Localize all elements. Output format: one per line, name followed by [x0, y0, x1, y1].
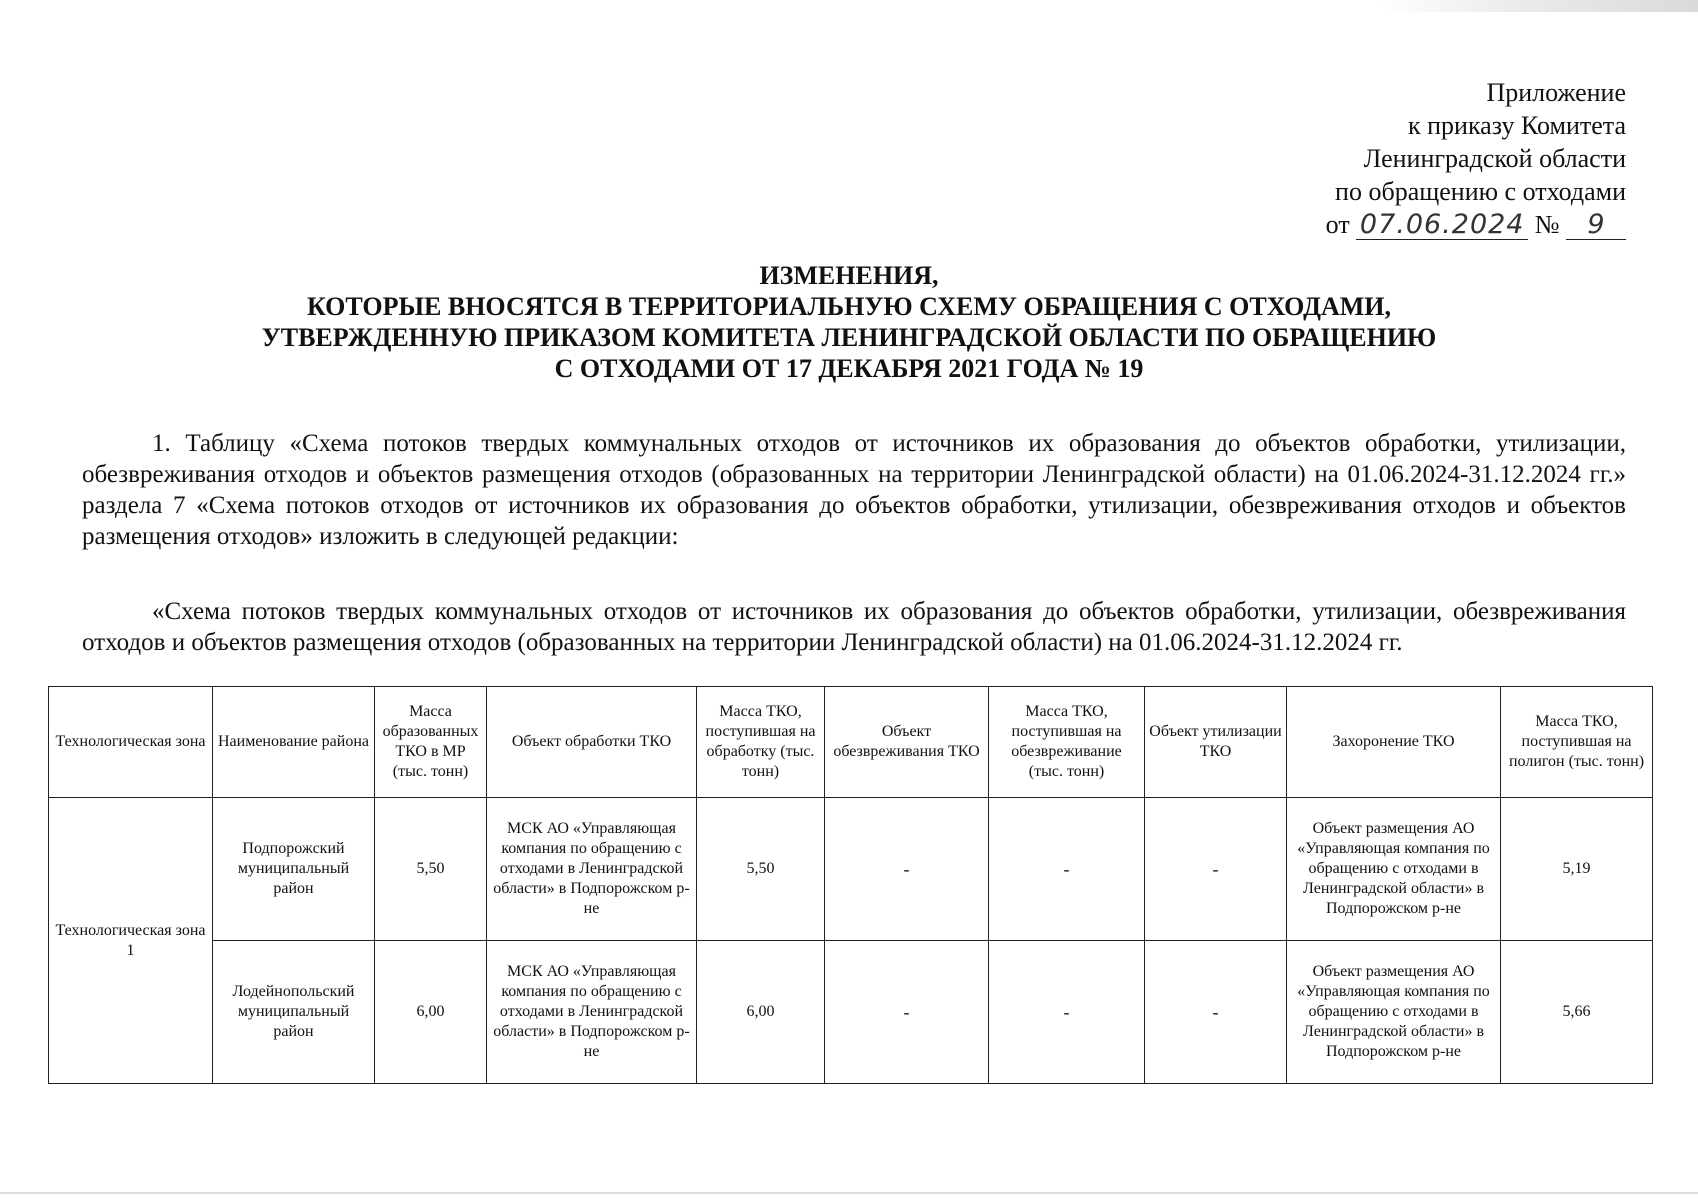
date-prefix: от: [1325, 210, 1350, 239]
header-cell: Масса ТКО, поступившая на полигон (тыс. тонн): [1501, 687, 1653, 798]
district-cell: Подпорожский муниципальный район: [213, 798, 375, 941]
table-header-row: [49, 687, 1653, 798]
table-row: [49, 798, 1653, 941]
header-cell: Технологическая зона: [49, 687, 213, 798]
title-line: С ОТХОДАМИ ОТ 17 ДЕКАБРЯ 2021 ГОДА № 19: [554, 354, 1144, 383]
paragraph-2: «Схема потоков твердых коммунальных отходов от источников их образования до объектов обработки, утилизации, обезвреживания отходов и объектов размещения отходов (образованных на территории Ленинградской области) на 01.06.2024-31.12.2024 гг.: [82, 598, 1626, 656]
header-cell: Захоронение ТКО: [1287, 687, 1501, 798]
utilization-object-cell: -: [1145, 798, 1287, 941]
approval-line: по обращению с отходами: [1335, 177, 1626, 206]
utilization-object-cell: -: [1145, 941, 1287, 1084]
header-cell: Масса ТКО, поступившая на обезвреживание (тыс. тонн): [989, 687, 1145, 798]
neutralization-object-cell: -: [825, 798, 989, 941]
mass-processing-cell: 5,50: [697, 798, 825, 941]
handwritten-number: 9: [1566, 211, 1626, 240]
zone-cell: Технологическая зона 1: [49, 798, 213, 1084]
burial-cell: Объект размещения АО «Управляющая компания по обращению с отходами в Ленинградской области» в Подпорожском р-не: [1287, 941, 1501, 1084]
mass-formed-cell: 5,50: [375, 798, 487, 941]
header-cell: Наименование района: [213, 687, 375, 798]
mass-landfill-cell: 5,19: [1501, 798, 1653, 941]
header-cell: Объект утилизации ТКО: [1145, 687, 1287, 798]
processing-object-cell: МСК АО «Управляющая компания по обращению с отходами в Ленинградской области» в Подпорожском р-не: [487, 798, 697, 941]
approval-line: Ленинградской области: [1363, 144, 1626, 173]
header-cell: Объект обработки ТКО: [487, 687, 697, 798]
approval-date-line: [1166, 208, 1626, 241]
paragraph-1: 1. Таблицу «Схема потоков твердых коммунальных отходов от источников их образования до объектов обработки, утилизации, обезвреживания отходов и объектов размещения отходов (образованных на территории Ленинградской области) на 01.06.2024-31.12.2024 гг.» раздела 7 «Схема потоков отходов от источников их образования до объектов обработки, утилизации, обезвреживания отходов и объектов размещения отходов» изложить в следующей редакции:: [82, 430, 1626, 550]
mass-landfill-cell: 5,66: [1501, 941, 1653, 1084]
header-cell: Объект обезвреживания ТКО: [825, 687, 989, 798]
approval-line: Приложение: [1486, 78, 1626, 107]
mass-neutralization-cell: -: [989, 798, 1145, 941]
neutralization-object-cell: -: [825, 941, 989, 1084]
mass-neutralization-cell: -: [989, 941, 1145, 1084]
title-line: КОТОРЫЕ ВНОСЯТСЯ В ТЕРРИТОРИАЛЬНУЮ СХЕМУ ОБРАЩЕНИЯ С ОТХОДАМИ,: [306, 292, 1392, 321]
scan-edge-top: [1380, 0, 1698, 12]
approval-block: [1166, 76, 1626, 241]
scan-edge-bottom: [0, 1192, 1698, 1194]
header-cell: Масса образованных ТКО в МР (тыс. тонн): [375, 687, 487, 798]
number-prefix: №: [1534, 210, 1560, 239]
mass-processing-cell: 6,00: [697, 941, 825, 1084]
processing-object-cell: МСК АО «Управляющая компания по обращению с отходами в Ленинградской области» в Подпорожском р-не: [487, 941, 697, 1084]
approval-line: к приказу Комитета: [1407, 111, 1626, 140]
title-line: ИЗМЕНЕНИЯ,: [759, 261, 939, 290]
title-line: УТВЕРЖДЕННУЮ ПРИКАЗОМ КОМИТЕТА ЛЕНИНГРАДСКОЙ ОБЛАСТИ ПО ОБРАЩЕНИЮ: [261, 323, 1437, 352]
document-title: [40, 260, 1658, 384]
table-row: [49, 941, 1653, 1084]
burial-cell: Объект размещения АО «Управляющая компания по обращению с отходами в Ленинградской области» в Подпорожском р-не: [1287, 798, 1501, 941]
mass-formed-cell: 6,00: [375, 941, 487, 1084]
district-cell: Лодейнопольский муниципальный район: [213, 941, 375, 1084]
handwritten-date: 07.06.2024: [1356, 211, 1528, 240]
waste-flow-table: [48, 686, 1653, 1084]
header-cell: Масса ТКО, поступившая на обработку (тыс. тонн): [697, 687, 825, 798]
